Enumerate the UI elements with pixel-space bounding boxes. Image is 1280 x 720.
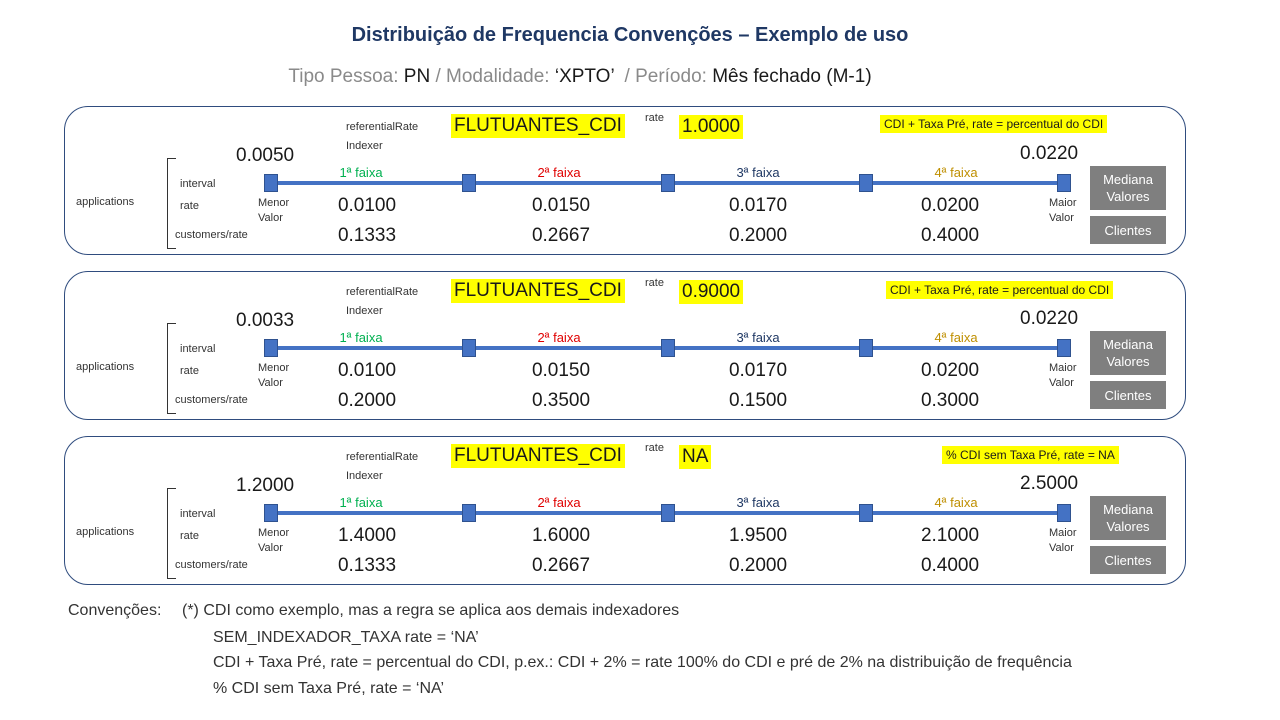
customers-rate-label: customers/rate <box>175 559 248 571</box>
max-value: 0.0220 <box>1020 308 1079 329</box>
interval-marker <box>1057 174 1071 192</box>
interval-marker <box>264 504 278 522</box>
customers-cell-3: 0.2000 <box>728 225 788 246</box>
applications-label: applications <box>76 196 135 208</box>
faixa-label-1: 1ª faixa <box>339 330 383 345</box>
interval-marker <box>859 339 873 357</box>
mediana-valores-button[interactable]: Mediana Valores <box>1090 496 1166 540</box>
interval-label: interval <box>180 508 216 520</box>
customers-cell-2: 0.2667 <box>531 225 591 246</box>
menor-valor-label: Menor Valor <box>258 197 290 224</box>
faixa-label-2: 2ª faixa <box>537 495 581 510</box>
referential-rate-label: referentialRate Indexer <box>346 451 419 482</box>
referential-rate-label: referentialRate Indexer <box>346 286 419 317</box>
faixa-label-3: 3ª faixa <box>736 330 780 345</box>
interval-marker <box>264 339 278 357</box>
mediana-valores-button[interactable]: Mediana Valores <box>1090 166 1166 210</box>
menor-valor-label: Menor Valor <box>258 362 290 389</box>
customers-cell-4: 0.3000 <box>920 390 980 411</box>
min-value: 0.0033 <box>236 310 295 331</box>
periodo-label: / Período: <box>624 66 707 87</box>
maior-valor-label: Maior Valor <box>1049 362 1077 389</box>
maior-valor-label: Maior Valor <box>1049 527 1077 554</box>
customers-cell-1: 0.1333 <box>337 225 397 246</box>
customers-cell-1: 0.2000 <box>337 390 397 411</box>
rate-cell-2: 0.0150 <box>531 195 591 216</box>
interval-marker <box>462 339 476 357</box>
rate-row-label: rate <box>180 365 199 377</box>
customers-cell-4: 0.4000 <box>920 555 980 576</box>
customers-rate-label: customers/rate <box>175 394 248 406</box>
interval-label: interval <box>180 178 216 190</box>
tipo-pessoa-label: Tipo Pessoa: <box>288 66 399 87</box>
conventions-line-4: % CDI sem Taxa Pré, rate = ‘NA’ <box>213 680 445 697</box>
maior-valor-label: Maior Valor <box>1049 197 1077 224</box>
example-panel-1 <box>64 106 1186 255</box>
customers-cell-3: 0.2000 <box>728 555 788 576</box>
faixa-label-2: 2ª faixa <box>537 165 581 180</box>
customers-cell-2: 0.2667 <box>531 555 591 576</box>
rate-note: CDI + Taxa Pré, rate = percentual do CDI <box>880 115 1107 133</box>
rate-row-label: rate <box>180 530 199 542</box>
interval-marker <box>661 504 675 522</box>
rate-cell-1: 0.0100 <box>337 360 397 381</box>
customers-cell-1: 0.1333 <box>337 555 397 576</box>
interval-marker <box>1057 339 1071 357</box>
faixa-label-1: 1ª faixa <box>339 165 383 180</box>
rate-note: CDI + Taxa Pré, rate = percentual do CDI <box>886 281 1113 299</box>
clientes-button[interactable]: Clientes <box>1090 381 1166 409</box>
rate-cell-2: 0.0150 <box>531 360 591 381</box>
rate-label: rate <box>645 112 664 124</box>
customers-cell-4: 0.4000 <box>920 225 980 246</box>
interval-marker <box>661 174 675 192</box>
faixa-label-2: 2ª faixa <box>537 330 581 345</box>
rate-cell-3: 0.0170 <box>728 360 788 381</box>
interval-marker <box>462 174 476 192</box>
faixa-label-4: 4ª faixa <box>934 165 978 180</box>
clientes-button[interactable]: Clientes <box>1090 216 1166 244</box>
interval-label: interval <box>180 343 216 355</box>
example-panel-3 <box>64 436 1186 585</box>
clientes-button[interactable]: Clientes <box>1090 546 1166 574</box>
faixa-label-4: 4ª faixa <box>934 330 978 345</box>
rate-value: 0.9000 <box>679 280 743 304</box>
rate-value: 1.0000 <box>679 115 743 139</box>
min-value: 0.0050 <box>236 145 295 166</box>
interval-marker <box>1057 504 1071 522</box>
rate-cell-3: 0.0170 <box>728 195 788 216</box>
rate-cell-1: 0.0100 <box>337 195 397 216</box>
conventions-line-2: SEM_INDEXADOR_TAXA rate = ‘NA’ <box>213 629 479 646</box>
rate-cell-3: 1.9500 <box>728 525 788 546</box>
interval-marker <box>264 174 278 192</box>
conventions-label: Convenções: <box>68 602 162 619</box>
customers-cell-3: 0.1500 <box>728 390 788 411</box>
customers-rate-label: customers/rate <box>175 229 248 241</box>
modalidade-label: / Modalidade: <box>435 66 550 87</box>
rate-label: rate <box>645 442 664 454</box>
customers-cell-2: 0.3500 <box>531 390 591 411</box>
faixa-label-4: 4ª faixa <box>934 495 978 510</box>
mediana-valores-button[interactable]: Mediana Valores <box>1090 331 1166 375</box>
rate-label: rate <box>645 277 664 289</box>
interval-marker <box>661 339 675 357</box>
rate-cell-4: 2.1000 <box>920 525 980 546</box>
applications-label: applications <box>76 526 135 538</box>
interval-marker <box>859 174 873 192</box>
faixa-label-1: 1ª faixa <box>339 495 383 510</box>
rate-value: NA <box>679 445 711 469</box>
indexer-value: FLUTUANTES_CDI <box>451 114 625 138</box>
periodo-value: Mês fechado (M-1) <box>712 66 872 87</box>
faixa-label-3: 3ª faixa <box>736 165 780 180</box>
conventions-line-3: CDI + Taxa Pré, rate = percentual do CDI, p.ex.: CDI + 2% = rate 100% do CDI e pré de 2% na distribuição de frequência <box>213 654 1072 671</box>
interval-marker <box>859 504 873 522</box>
tipo-pessoa-value: PN <box>403 66 431 87</box>
rate-cell-2: 1.6000 <box>531 525 591 546</box>
conventions-line-1: (*) CDI como exemplo, mas a regra se aplica aos demais indexadores <box>182 602 680 619</box>
referential-rate-label: referentialRate Indexer <box>346 121 419 152</box>
page-title: Distribuição de Frequencia Convenções – Exemplo de uso <box>351 24 909 46</box>
rate-cell-1: 1.4000 <box>337 525 397 546</box>
page-subtitle <box>0 66 1160 88</box>
rate-note: % CDI sem Taxa Pré, rate = NA <box>942 446 1119 464</box>
max-value: 0.0220 <box>1020 143 1079 164</box>
modalidade-value: ‘XPTO’ <box>554 66 614 87</box>
rate-cell-4: 0.0200 <box>920 195 980 216</box>
rate-row-label: rate <box>180 200 199 212</box>
example-panel-2 <box>64 271 1186 420</box>
rate-cell-4: 0.0200 <box>920 360 980 381</box>
indexer-value: FLUTUANTES_CDI <box>451 279 625 303</box>
min-value: 1.2000 <box>236 475 295 496</box>
interval-marker <box>462 504 476 522</box>
faixa-label-3: 3ª faixa <box>736 495 780 510</box>
max-value: 2.5000 <box>1020 473 1079 494</box>
menor-valor-label: Menor Valor <box>258 527 290 554</box>
indexer-value: FLUTUANTES_CDI <box>451 444 625 468</box>
applications-label: applications <box>76 361 135 373</box>
